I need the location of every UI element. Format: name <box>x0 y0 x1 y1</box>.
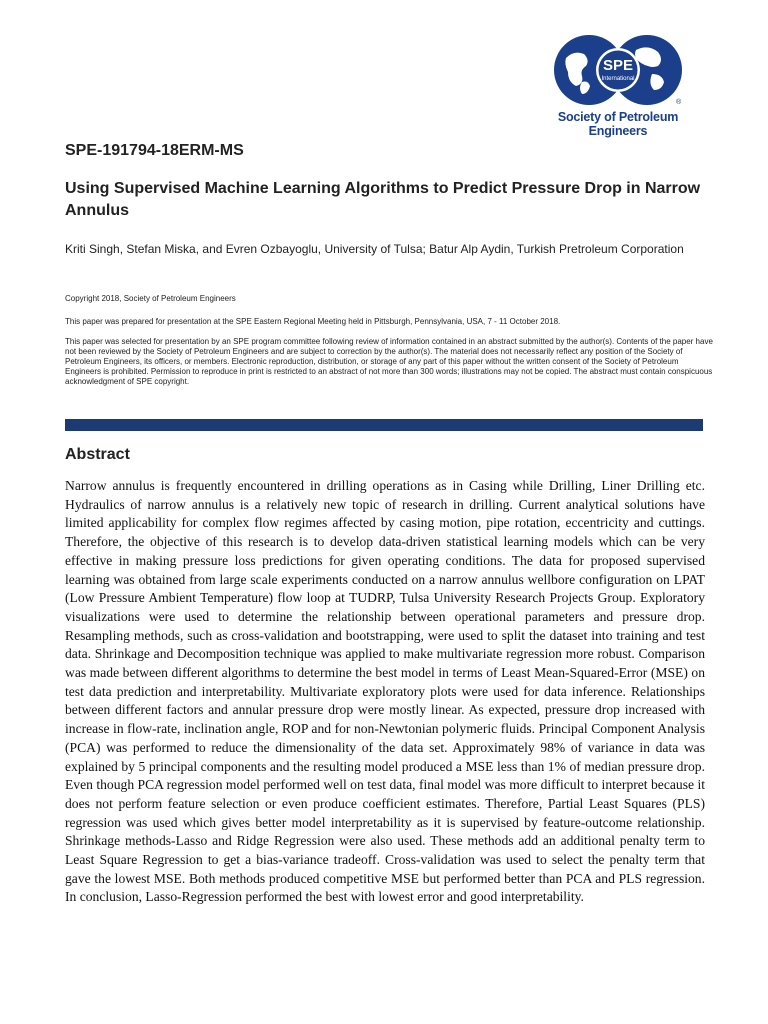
paper-title: Using Supervised Machine Learning Algorithms to Predict Pressure Drop in Narrow Annulus <box>65 180 701 219</box>
section-divider <box>65 419 703 431</box>
abstract-heading: Abstract <box>65 446 130 463</box>
abstract-body: Narrow annulus is frequently encountered in drilling operations as in Casing while Drilling, Liner Drilling etc. Hydraulics of narrow annulus is a relatively new topic of research in drilling. Current analytical solutions have limited applicability for complex flow regimes affected by casing motion, pipe rotation, eccentricity and cuttings. Therefore, the objective of this research is to develop data-driven statistical learning models which can be very effective in making pressure loss predictions for given operating conditions. The data for proposed supervised learning was obtained from large scale experiments conducted on a narrow annulus wellbore configuration on LPAT (Low Pressure Ambient Temperature) flow loop at TUDRP, Tulsa University Research Projects Group. Exploratory visualizations were used to determine the relationship between operational parameters and pressure drop. Resampling methods, such as cross-validation and bootstrapping, were used to split the dataset into training and test data. Shrinkage and Decomposition technique was applied to make multivariate regression more robust. Comparison was made between different algorithms to determine the best model in terms of Least Mean-Squared-Error (MSE) on test data prediction and interpretability. Multivariate exploratory plots were used for data inference. Relationships between different factors and annular pressure drop were mostly linear. As expected, pressure drop increased with increase in flow-rate, inclination angle, ROP and for non-Newtonian polymeric fluids. Principal Component Analysis (PCA) was performed to reduce the dimensionality of the data set. Approximately 98% of variance in data was explained by 5 principal components and the resulting model produced a MSE less than 1% of median pressure drop. Even though PCA regression model performed well on test data, final model was more difficult to interpret because it does not perform feature selection or even produce coefficient estimates. Therefore, Partial Least Squares (PLS) regression was used which gives better model interpretability as it is supervised by feature-outcome relationship. Shrinkage methods-Lasso and Ridge Regression were also used. These methods add an additional penalty term to Least Square Regression to get a bias-variance tradeoff. Cross-validation was used to select the penalty term that gave the lowest MSE. Both methods produced competitive MSE but performed better than PCA and PLS regression. In conclusion, Lasso-Regression performed the best with lowest error and good interpretability. <box>65 478 705 905</box>
emblem-text: SPE <box>602 57 634 74</box>
paper-id: SPE-191794-18ERM-MS <box>65 142 244 159</box>
globe-emblem-icon <box>552 30 684 110</box>
registered-mark: ® <box>676 99 682 106</box>
author-list: Kriti Singh, Stefan Miska, and Evren Ozbayoglu, University of Tulsa; Batur Alp Aydin, Turkish Pretroleum Corporation <box>65 242 684 256</box>
copyright-notice: Copyright 2018, Society of Petroleum Engineers <box>65 294 236 303</box>
disclaimer-notice: This paper was selected for presentation by an SPE program committee following review of information contained in an abstract submitted by the author(s). Contents of the paper have not been reviewed by the Society of Petroleum Engineers and are subject to correction by the author(s). The material does not necessarily reflect any position of the Society of Petroleum Engineers, its officers, or members. Electronic reproduction, distribution, or storage of any part of this paper without the written consent of the Society of Petroleum Engineers is prohibited. Permission to reproduce in print is restricted to an abstract of not more than 300 words; illustrations may not be copied. The abstract must contain conspicuous acknowledgment of SPE copyright. <box>65 337 713 386</box>
emblem-subtext: International <box>601 76 635 82</box>
logo-caption: Society of Petroleum Engineers <box>557 110 679 138</box>
presentation-notice: This paper was prepared for presentation at the SPE Eastern Regional Meeting held in Pittsburgh, Pennsylvania, USA, 7 - 11 October 2018. <box>65 317 561 326</box>
spe-logo <box>528 30 708 138</box>
